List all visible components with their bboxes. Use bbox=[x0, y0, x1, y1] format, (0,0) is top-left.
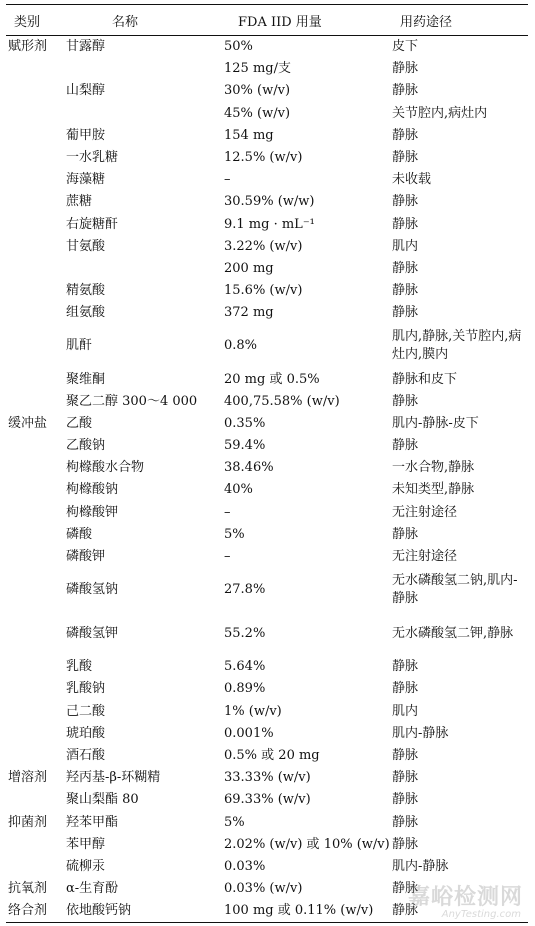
cell-route: 肌内 bbox=[392, 703, 419, 719]
cell-fda-dose: 0.35% bbox=[224, 415, 266, 431]
cell-fda-dose: 27.8% bbox=[224, 582, 266, 598]
cell-name: 己二酸 bbox=[66, 703, 106, 719]
cell-route: 静脉 bbox=[392, 283, 419, 299]
cell-fda-dose: 45% (w/v) bbox=[224, 105, 291, 121]
cell-category bbox=[6, 236, 66, 258]
cell-category bbox=[6, 169, 66, 191]
cell-name: 一水乳糖 bbox=[66, 150, 119, 166]
table-row bbox=[6, 612, 528, 656]
cell-category bbox=[6, 58, 66, 80]
cell-name: 枸橼酸钠 bbox=[66, 482, 119, 498]
cell-route: 静脉 bbox=[392, 216, 419, 232]
cell-name: 磷酸氢钾 bbox=[66, 626, 119, 642]
cell-name: 乳酸钠 bbox=[66, 681, 106, 697]
table-row bbox=[6, 236, 528, 258]
header-name: 名称 bbox=[66, 5, 224, 36]
cell-name: 羟丙基-β-环糊精 bbox=[66, 770, 161, 786]
cell-route: 静脉 bbox=[392, 305, 419, 321]
table-row bbox=[6, 435, 528, 457]
cell-name: 苯甲醇 bbox=[66, 836, 106, 852]
cell-route: 肌内-静脉-皮下 bbox=[392, 415, 479, 431]
table-row bbox=[6, 789, 528, 811]
cell-category bbox=[6, 302, 66, 324]
cell-name: 山梨醇 bbox=[66, 83, 106, 99]
cell-route: 静脉 bbox=[392, 747, 419, 763]
cell-fda-dose: 0.001% bbox=[224, 725, 274, 741]
table-row bbox=[6, 36, 528, 59]
cell-route: 肌内-静脉 bbox=[392, 725, 449, 741]
watermark-en: AnyTesting.com bbox=[441, 909, 521, 920]
cell-category: 络合剂 bbox=[6, 900, 66, 923]
cell-category: 增溶剂 bbox=[8, 770, 48, 786]
cell-name bbox=[66, 103, 224, 125]
cell-fda-dose: 0.89% bbox=[224, 681, 266, 697]
cell-category bbox=[6, 280, 66, 302]
table-row bbox=[6, 368, 528, 390]
table-row bbox=[6, 701, 528, 723]
table-row bbox=[6, 58, 528, 80]
watermark-cn: 嘉峪检测网 bbox=[407, 885, 523, 910]
cell-name: 枸橼酸钾 bbox=[66, 504, 119, 520]
cell-category bbox=[6, 103, 66, 125]
cell-fda-dose: 9.1 mg · mL⁻¹ bbox=[224, 216, 315, 232]
cell-fda-dose: – bbox=[224, 172, 231, 188]
cell-name: 酒石酸 bbox=[66, 747, 106, 763]
table-row bbox=[6, 191, 528, 213]
cell-name: 依地酸钙钠 bbox=[66, 900, 224, 923]
cell-route: 未知类型,静脉 bbox=[392, 482, 475, 498]
cell-category bbox=[6, 258, 66, 280]
cell-fda-dose: 33.33% (w/v) bbox=[224, 770, 311, 786]
cell-route: 静脉 bbox=[392, 526, 419, 542]
table-row bbox=[6, 502, 528, 524]
cell-name: 聚维酮 bbox=[66, 371, 106, 387]
cell-route: 静脉 bbox=[392, 881, 419, 897]
cell-category bbox=[6, 678, 66, 700]
cell-name bbox=[66, 58, 224, 80]
cell-name: 磷酸钾 bbox=[66, 549, 106, 565]
header-fda-iid-dose: FDA IID 用量 bbox=[224, 5, 392, 36]
cell-name bbox=[66, 258, 224, 280]
cell-category bbox=[6, 435, 66, 457]
cell-fda-dose: 154 mg bbox=[224, 127, 274, 143]
cell-category bbox=[6, 723, 66, 745]
cell-name: 羟苯甲酯 bbox=[66, 814, 119, 830]
table-row bbox=[6, 147, 528, 169]
cell-category bbox=[6, 391, 66, 413]
cell-fda-dose: 5% bbox=[224, 814, 245, 830]
cell-category bbox=[6, 147, 66, 169]
cell-category bbox=[6, 324, 66, 368]
cell-fda-dose: 0.03% (w/v) bbox=[224, 881, 303, 897]
cell-name: 硫柳汞 bbox=[66, 858, 106, 874]
cell-route: 无水磷酸氢二钾,静脉 bbox=[392, 626, 514, 642]
cell-fda-dose: 15.6% (w/v) bbox=[224, 283, 303, 299]
cell-name: 磷酸氢钠 bbox=[66, 582, 119, 598]
cell-route: 静脉 bbox=[392, 127, 419, 143]
table-row bbox=[6, 878, 528, 900]
table-row bbox=[6, 546, 528, 568]
cell-category bbox=[6, 745, 66, 767]
table-row bbox=[6, 324, 528, 368]
cell-fda-dose: 38.46% bbox=[224, 460, 274, 476]
cell-name: 磷酸 bbox=[66, 526, 93, 542]
table-row bbox=[6, 413, 528, 435]
cell-category bbox=[6, 546, 66, 568]
table-row bbox=[6, 900, 528, 923]
cell-fda-dose: 40% bbox=[224, 482, 253, 498]
table-row bbox=[6, 280, 528, 302]
cell-name: 枸橼酸水合物 bbox=[66, 460, 145, 476]
cell-route: 肌内-静脉 bbox=[392, 858, 449, 874]
cell-name: 乙酸 bbox=[66, 415, 93, 431]
table-row bbox=[6, 834, 528, 856]
cell-category: 抑菌剂 bbox=[8, 814, 48, 830]
cell-route: 静脉 bbox=[392, 659, 419, 675]
cell-fda-dose: 0.8% bbox=[224, 338, 258, 354]
cell-name: 精氨酸 bbox=[66, 283, 106, 299]
table-row bbox=[6, 457, 528, 479]
cell-fda-dose: 5% bbox=[224, 526, 245, 542]
cell-category bbox=[6, 834, 66, 856]
cell-name: 乙酸钠 bbox=[66, 438, 106, 454]
cell-category: 缓冲盐 bbox=[8, 415, 48, 431]
cell-route: 未收载 bbox=[392, 172, 432, 188]
table-row bbox=[6, 745, 528, 767]
cell-fda-dose: 372 mg bbox=[224, 305, 274, 321]
cell-fda-dose: 0.5% 或 20 mg bbox=[224, 747, 320, 763]
cell-category bbox=[6, 125, 66, 147]
table-row bbox=[6, 125, 528, 147]
cell-name: 甘露醇 bbox=[66, 39, 106, 55]
cell-fda-dose: 125 mg/支 bbox=[224, 61, 291, 77]
cell-name: 乳酸 bbox=[66, 659, 93, 675]
cell-category bbox=[6, 656, 66, 678]
cell-name: 右旋糖酐 bbox=[66, 216, 119, 232]
cell-fda-dose: 3.22% (w/v) bbox=[224, 238, 303, 254]
cell-route: 关节腔内,病灶内 bbox=[392, 105, 488, 121]
cell-name: 葡甲胺 bbox=[66, 127, 106, 143]
table-row bbox=[6, 302, 528, 324]
cell-category bbox=[6, 701, 66, 723]
cell-fda-dose: 30.59% (w/w) bbox=[224, 194, 315, 210]
cell-route: 无注射途径 bbox=[392, 504, 458, 520]
cell-category bbox=[6, 856, 66, 878]
cell-name: 肌酐 bbox=[66, 338, 93, 354]
excipient-table bbox=[6, 4, 528, 923]
cell-name: α-生育酚 bbox=[66, 881, 119, 897]
cell-fda-dose: 30% (w/v) bbox=[224, 83, 291, 99]
table-row bbox=[6, 656, 528, 678]
cell-route: 无注射途径 bbox=[392, 549, 458, 565]
cell-fda-dose: 200 mg bbox=[224, 260, 274, 276]
table-row bbox=[6, 767, 528, 789]
cell-category bbox=[6, 457, 66, 479]
cell-fda-dose: 55.2% bbox=[224, 626, 266, 642]
cell-fda-dose: 400,75.58% (w/v) bbox=[224, 393, 340, 409]
cell-name: 甘氨酸 bbox=[66, 238, 106, 254]
cell-category: 抗氧剂 bbox=[8, 881, 48, 897]
table-row bbox=[6, 524, 528, 546]
cell-route: 静脉 bbox=[392, 770, 419, 786]
table-row bbox=[6, 856, 528, 878]
cell-name: 蔗糖 bbox=[66, 194, 93, 210]
cell-route: 静脉 bbox=[392, 681, 419, 697]
header-route: 用药途径 bbox=[392, 5, 528, 36]
cell-category: 赋形剂 bbox=[8, 39, 48, 55]
table-row bbox=[6, 258, 528, 280]
cell-route: 肌内 bbox=[392, 238, 419, 254]
cell-category bbox=[6, 568, 66, 612]
cell-route: 静脉 bbox=[392, 61, 419, 77]
cell-category bbox=[6, 80, 66, 102]
cell-fda-dose: 20 mg 或 0.5% bbox=[224, 371, 320, 387]
cell-category bbox=[6, 214, 66, 236]
cell-route: 肌内,静脉,关节腔内,病灶内,膜内 bbox=[392, 329, 522, 363]
table-header bbox=[6, 5, 528, 36]
table-row bbox=[6, 479, 528, 501]
cell-name: 聚山梨酯 80 bbox=[66, 792, 139, 808]
cell-route: 静脉 bbox=[392, 83, 419, 99]
cell-name: 海藻糖 bbox=[66, 172, 106, 188]
table-row bbox=[6, 391, 528, 413]
cell-fda-dose: 1% (w/v) bbox=[224, 703, 282, 719]
cell-fda-dose: 50% bbox=[224, 39, 253, 55]
table-row bbox=[6, 678, 528, 700]
cell-route: 皮下 bbox=[392, 39, 419, 55]
cell-route: 静脉 bbox=[392, 792, 419, 808]
cell-category bbox=[6, 524, 66, 546]
cell-fda-dose: 12.5% (w/v) bbox=[224, 150, 303, 166]
header-category: 类别 bbox=[6, 5, 66, 36]
cell-fda-dose: 69.33% (w/v) bbox=[224, 792, 311, 808]
cell-route: 静脉 bbox=[392, 836, 419, 852]
cell-route: 一水合物,静脉 bbox=[392, 460, 475, 476]
cell-name: 组氨酸 bbox=[66, 305, 106, 321]
table-body bbox=[6, 36, 528, 923]
cell-category bbox=[6, 191, 66, 213]
cell-fda-dose: 2.02% (w/v) 或 10% (w/v) bbox=[224, 836, 390, 852]
cell-category bbox=[6, 368, 66, 390]
cell-route: 无水磷酸氢二钠,肌内-静脉 bbox=[392, 573, 518, 607]
table-row bbox=[6, 811, 528, 833]
cell-category bbox=[6, 789, 66, 811]
table-row bbox=[6, 214, 528, 236]
cell-route: 静脉 bbox=[392, 900, 528, 923]
cell-fda-dose: – bbox=[224, 504, 231, 520]
cell-fda-dose: 100 mg 或 0.11% (w/v) bbox=[224, 900, 392, 923]
table-row bbox=[6, 80, 528, 102]
table-row bbox=[6, 723, 528, 745]
cell-route: 静脉 bbox=[392, 260, 419, 276]
cell-route: 静脉 bbox=[392, 393, 419, 409]
cell-route: 静脉 bbox=[392, 438, 419, 454]
cell-category bbox=[6, 479, 66, 501]
cell-route: 静脉 bbox=[392, 150, 419, 166]
cell-category bbox=[6, 502, 66, 524]
cell-fda-dose: 59.4% bbox=[224, 438, 266, 454]
cell-route: 静脉 bbox=[392, 194, 419, 210]
cell-route: 静脉 bbox=[392, 814, 419, 830]
cell-fda-dose: – bbox=[224, 549, 231, 565]
cell-name: 聚乙二醇 300～4 000 bbox=[66, 393, 198, 409]
cell-fda-dose: 0.03% bbox=[224, 858, 266, 874]
cell-name: 琥珀酸 bbox=[66, 725, 106, 741]
table-row bbox=[6, 169, 528, 191]
cell-category bbox=[6, 612, 66, 656]
cell-fda-dose: 5.64% bbox=[224, 659, 266, 675]
table-row bbox=[6, 568, 528, 612]
table-row bbox=[6, 103, 528, 125]
cell-route: 静脉和皮下 bbox=[392, 371, 458, 387]
